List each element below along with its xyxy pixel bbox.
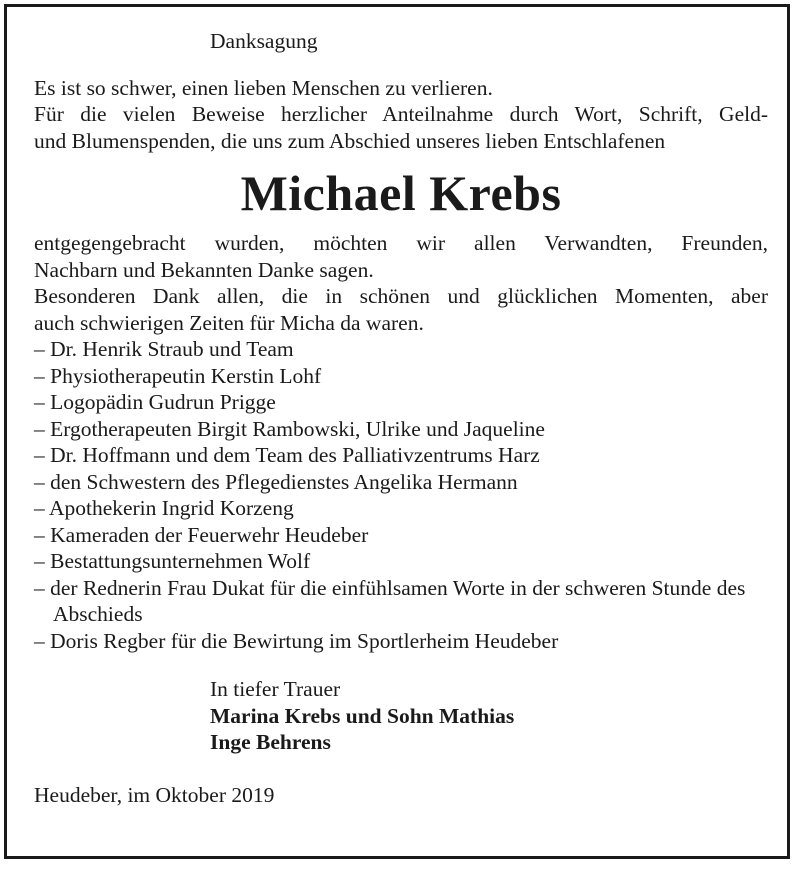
thanks-item: – der Rednerin Frau Dukat für die einfühlsamen Worte in der schweren Stunde des Abschieds — [34, 575, 746, 626]
thanks-item: – Physiotherapeutin Kerstin Lohf — [34, 363, 322, 388]
intro-line-3: und Blumenspenden, die uns zum Abschied unseres lieben Entschlafenen — [34, 128, 666, 153]
signature-block — [210, 676, 768, 756]
body-line-3: Besonderen Dank allen, die in schönen und glücklichen Momenten, aber — [34, 284, 768, 308]
thanks-item: – den Schwestern des Pflegedienstes Angelika Hermann — [34, 469, 518, 494]
thanks-item: – Doris Regber für die Bewirtung im Sportlerheim Heudeber — [34, 628, 559, 653]
notice-heading: Danksagung — [210, 29, 318, 53]
place-date: Heudeber, im Oktober 2019 — [34, 782, 275, 807]
intro-line-1: Es ist so schwer, einen lieben Menschen zu verlieren. — [34, 75, 493, 100]
body-text — [34, 230, 768, 336]
obituary-notice — [34, 28, 768, 808]
thanks-item: – Apothekerin Ingrid Korzeng — [34, 496, 294, 520]
intro-line-2: Für die vielen Beweise herzlicher Anteilnahme durch Wort, Schrift, Geld- — [34, 102, 768, 126]
signature-line-1: Marina Krebs und Sohn Mathias — [210, 703, 515, 728]
thanks-item: – Logopädin Gudrun Prigge — [34, 390, 276, 414]
signature-line-2: Inge Behrens — [210, 730, 331, 754]
thanks-item: – Kameraden der Feuerwehr Heudeber — [34, 522, 369, 547]
body-line-1: entgegengebracht wurden, möchten wir allen Verwandten, Freunden, — [34, 231, 768, 255]
body-line-4: auch schwierigen Zeiten für Micha da waren. — [34, 310, 424, 335]
signature-intro: In tiefer Trauer — [210, 677, 341, 701]
deceased-name: Michael Krebs — [240, 165, 562, 221]
intro-text — [34, 75, 768, 155]
thanks-list — [34, 336, 768, 654]
thanks-item: – Ergotherapeuten Birgit Rambowski, Ulrike und Jaqueline — [34, 416, 545, 441]
thanks-item: – Dr. Henrik Straub und Team — [34, 337, 294, 361]
thanks-item: – Bestattungsunternehmen Wolf — [34, 549, 311, 573]
body-line-2: Nachbarn und Bekannten Danke sagen. — [34, 257, 374, 282]
thanks-item: – Dr. Hoffmann und dem Team des Palliativzentrums Harz — [34, 443, 540, 467]
